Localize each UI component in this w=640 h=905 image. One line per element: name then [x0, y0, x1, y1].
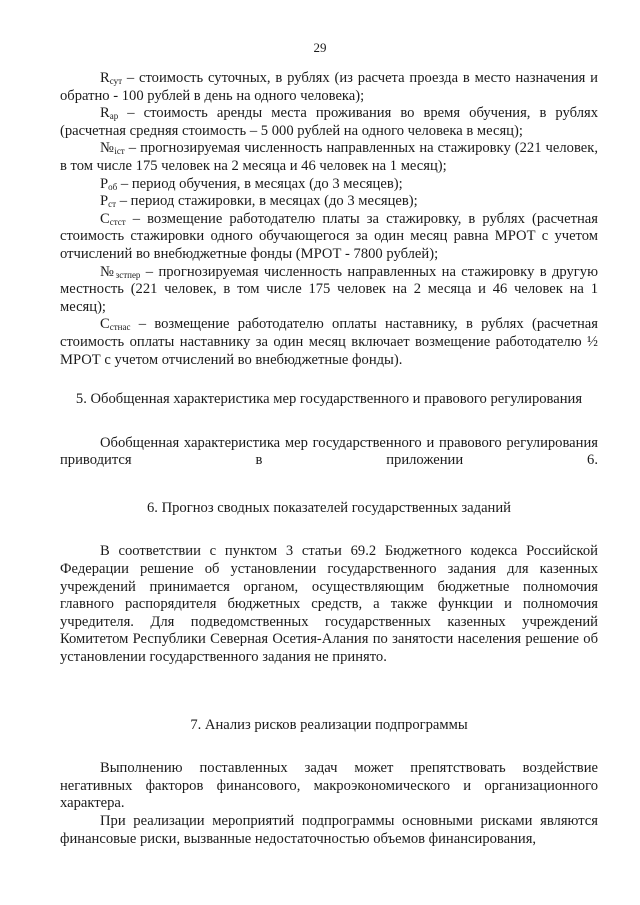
variable-definition-c-stnas [60, 316, 598, 369]
variable-description: – возмещение работодателю платы за стажировку, в рублях (расчетная стоимость стажировки одного обучающегося за один месяц равна МРОТ с учетом отчислений во внебюджетные фонды (МРОТ - 7800 рублей); [60, 210, 598, 262]
variable-definitions [60, 70, 598, 369]
variable-definition-p-ob [60, 176, 598, 194]
variable-subscript: іст [114, 146, 125, 157]
variable-description: – прогнозируемая численность направленных на стажировку (221 человек, в том числе 175 человек на 2 месяца и 46 человек на 1 месяц); [60, 140, 598, 174]
variable-symbol: R [100, 105, 110, 122]
variable-subscript: об [108, 181, 118, 192]
variable-symbol: С [100, 316, 110, 333]
variable-definition-p-st [60, 193, 598, 211]
page-content [60, 70, 598, 848]
section-7-heading: 7. Анализ рисков реализации подпрограммы [190, 716, 468, 733]
variable-definition-c-stst [60, 211, 598, 264]
variable-definition-r-ar [60, 105, 598, 140]
variable-subscript: ст [108, 199, 117, 210]
variable-description: – стоимость аренды места проживания во время обучения, в рублях (расчетная средняя стоимость – 5 000 рублей на одного человека в месяц); [60, 105, 598, 139]
variable-subscript: зстпер [115, 269, 141, 280]
section-6-heading: 6. Прогноз сводных показателей государственных заданий [147, 499, 511, 516]
variable-subscript: сут [109, 76, 123, 86]
variable-symbol: Р [100, 193, 109, 210]
variable-definition-r-sut [60, 70, 598, 105]
section-7-body-2: При реализации мероприятий подпрограммы основными рисками являются финансовые риски, вызванные недостаточностью объемов финансирования, [60, 813, 598, 847]
variable-symbol: С [100, 210, 110, 227]
section-5-heading: 5. Обобщенная характеристика мер государственного и правового регулирования [75, 391, 583, 408]
variable-subscript: ар [109, 111, 119, 122]
variable-description: – период стажировки, в месяцах (до 3 месяцев); [116, 193, 418, 210]
variable-description: – стоимость суточных, в рублях (из расчета проезда в место назначения и обратно - 100 рублей в день на одного человека); [60, 70, 598, 104]
variable-definition-n-ist [60, 140, 598, 175]
variable-subscript: стнас [109, 322, 131, 333]
variable-subscript: стст [109, 216, 126, 227]
variable-symbol: № [100, 140, 115, 157]
variable-symbol: № [100, 263, 116, 280]
variable-symbol: R [100, 70, 110, 86]
section-6-body: В соответствии с пунктом 3 статьи 69.2 Бюджетного кодекса Российской Федерации решение об установлении государственного задания для казенных учреждений принимается органом, осуществляющим бюджетные полномочия главного распорядителя бюджетных средств, а также функции и полномочия учредителя. Для подведомственных государственных казенных учреждений Комитетом Республики Северная Осетия-Алания по занятости населения решение об установлении государственного задания не принято. [60, 543, 598, 666]
section-7-body-1: Выполнению поставленных задач может препятствовать воздействие негативных факторов финансового, макроэкономического и организационного характера. [60, 760, 598, 812]
variable-description: – прогнозируемая численность направленных на стажировку в другую местность (221 человек, в том числе 175 человек на 2 месяца и 46 человек на 1 месяц); [60, 263, 598, 315]
variable-description: – возмещение работодателю оплаты наставнику, в рублях (расчетная стоимость оплаты наставнику за один месяц включает возмещение работодателю ½ МРОТ с учетом отчислений во внебюджетные фонды). [60, 316, 598, 368]
variable-symbol: Р [100, 175, 109, 192]
section-5-body: Обобщенная характеристика мер государственного и правового регулирования приводится в приложении 6. [60, 434, 598, 469]
page-number: 29 [313, 40, 327, 55]
variable-definition-n-zstper [60, 264, 598, 317]
variable-description: – период обучения, в месяцах (до 3 месяцев); [117, 175, 403, 192]
